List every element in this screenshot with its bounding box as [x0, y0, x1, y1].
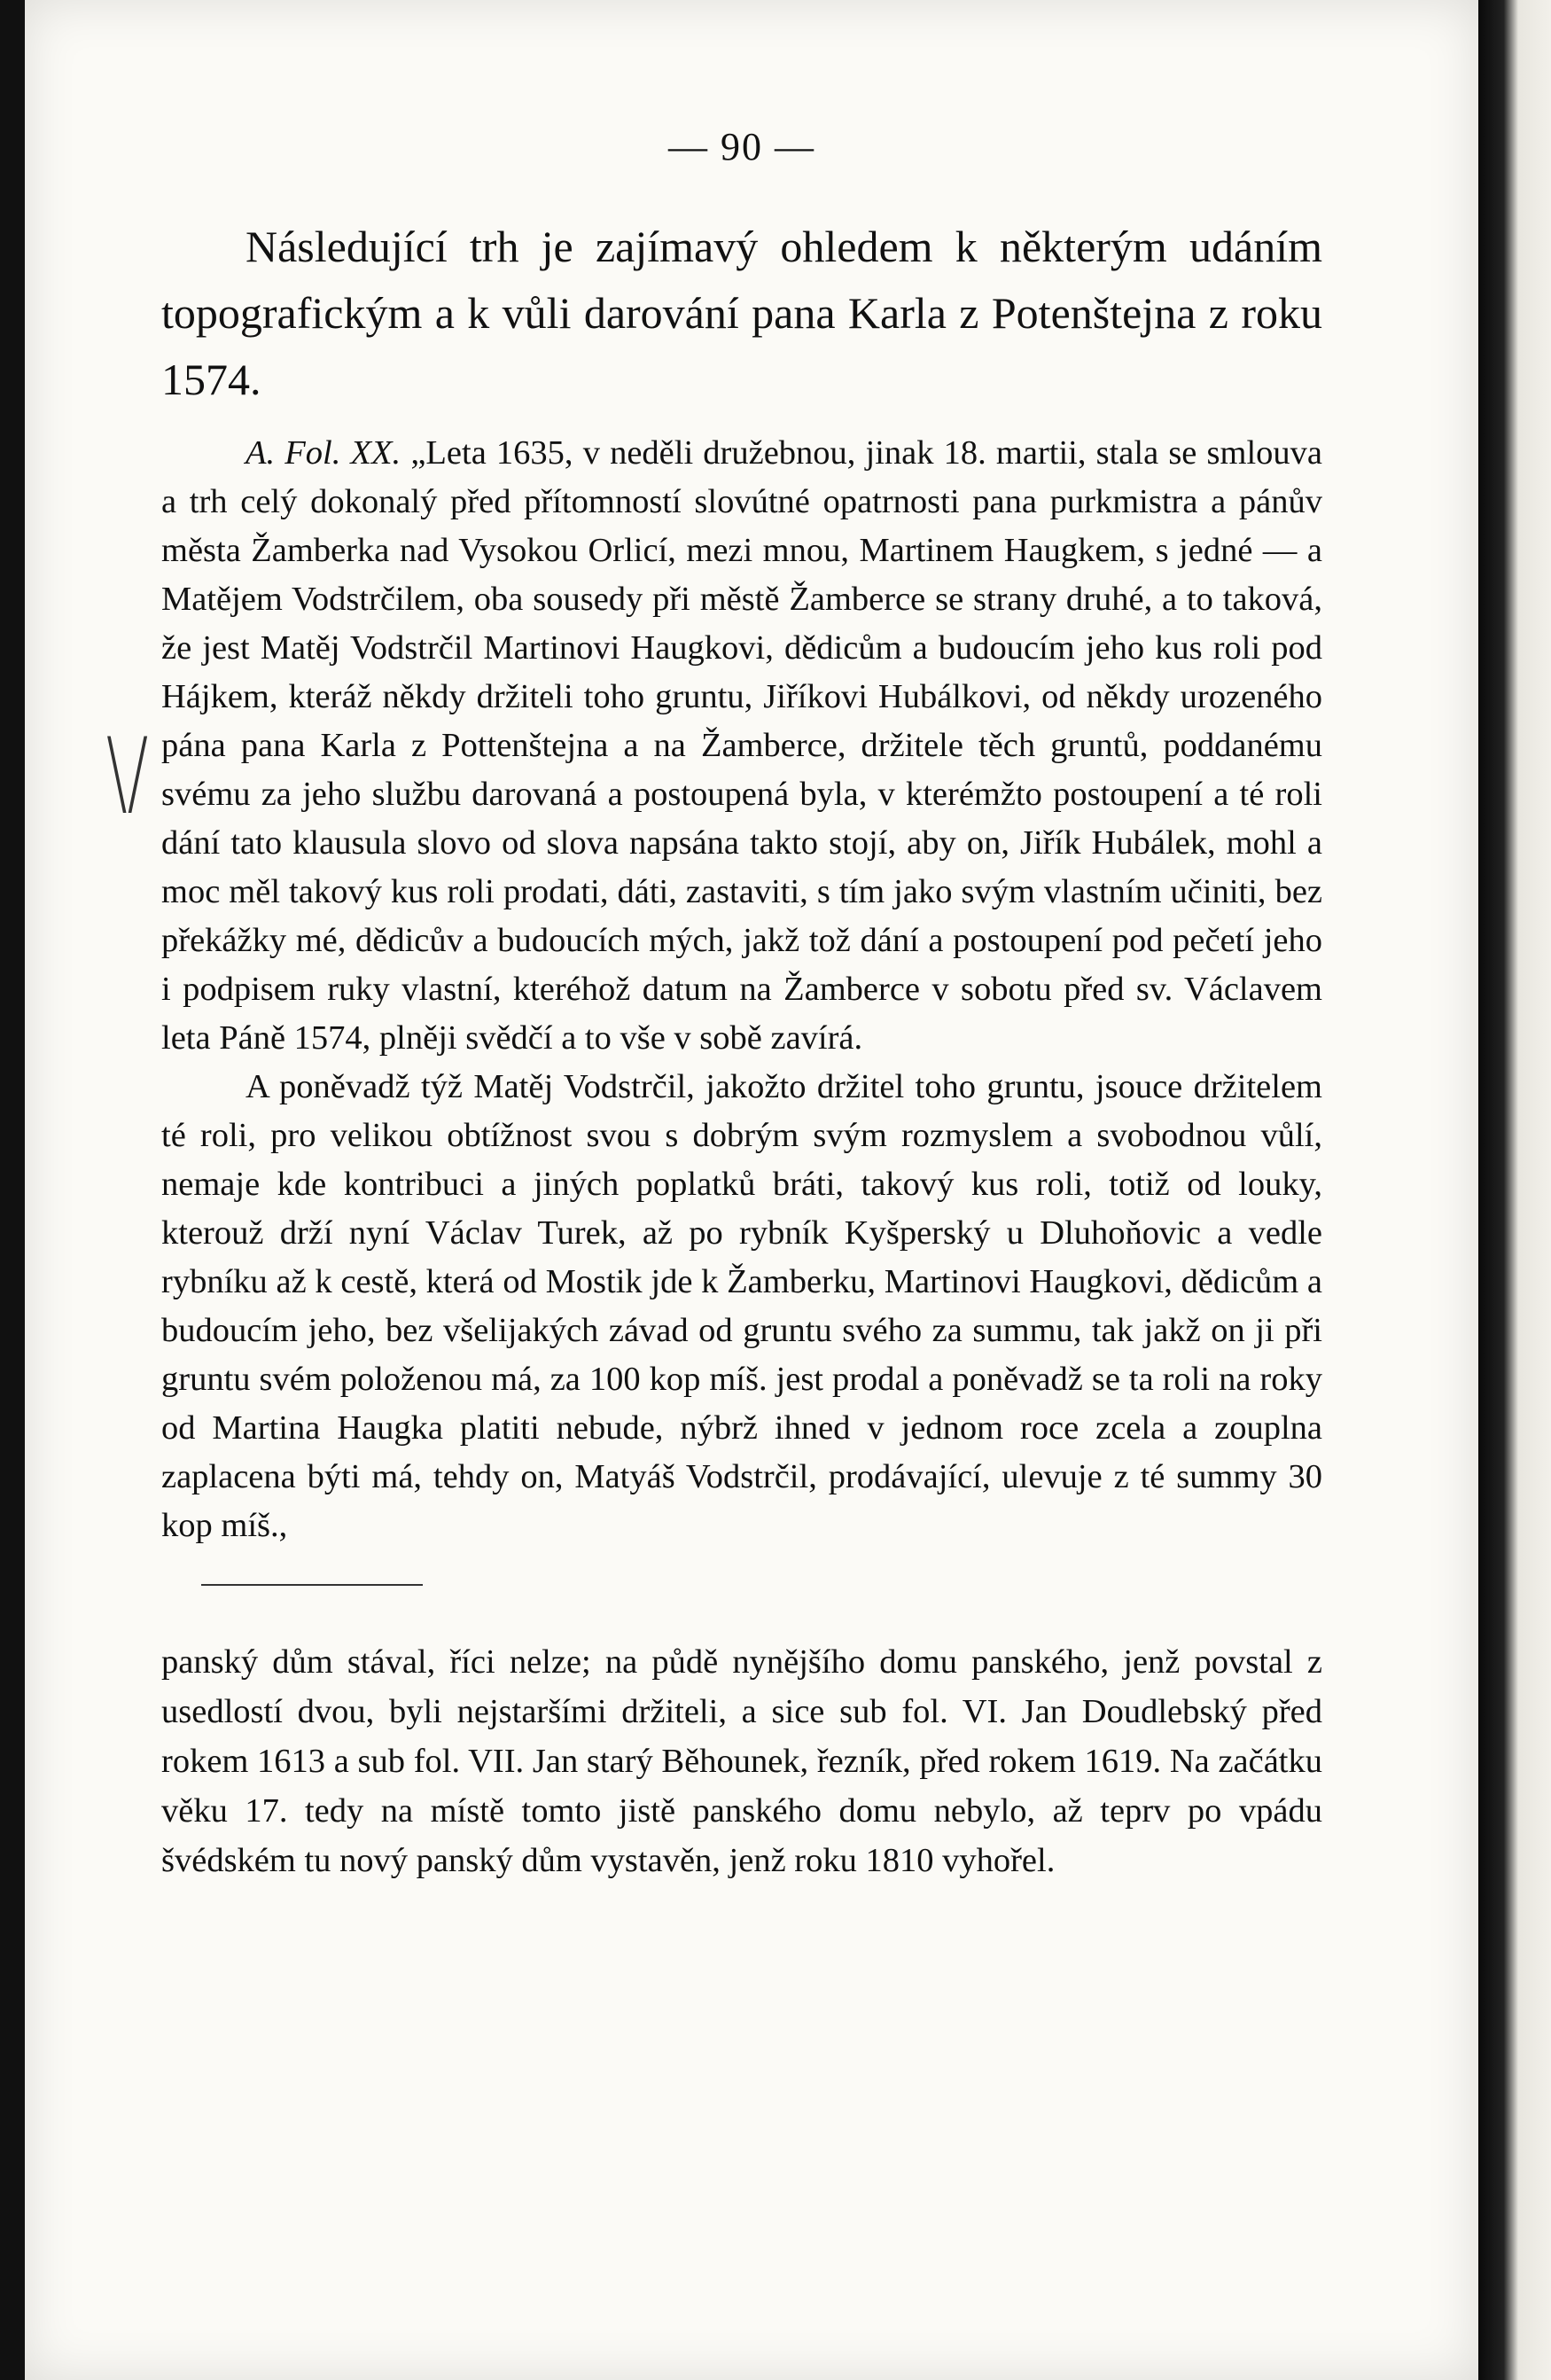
footnote-text: panský dům stával, říci nelze; na půdě nynějšího domu panského, jenž povstal z usedlostí dvou, byli nejstaršími držiteli, a sice sub fol. VI. Jan Doudlebský před rokem 1613 a sub fol. VII. Jan starý Běhounek, řezník, před rokem 1619. Na začátku věku 17. tedy na místě tomto jistě panského domu nebylo, až teprv po vpádu švédském tu nový panský dům vystavěn, jenž roku 1810 vyhořel.	[161, 1643, 1322, 1879]
intro-paragraph: Následující trh je zajímavý ohledem k některým udáním topografickým a k vůli darování pana Karla z Potenštejna z roku 1574.	[161, 222, 1322, 404]
paragraph-document-quote	[161, 429, 1322, 1063]
page-content	[161, 106, 1322, 1885]
paragraph-1-text: „Leta 1635, v neděli družebnou, jinak 18. martii, stala se smlouva a trh celý dokonalý před přítomností slovútné opatrnosti pana purkmistra a pánův města Žamberka nad Vysokou Orlicí, mezi mnou, Martinem Haugkem, s jedné — a Matějem Vodstrčilem, oba sousedy při městě Žamberce se strany druhé, a to taková, že jest Matěj Vodstrčil Martinovi Haugkovi, dědicům a budoucím jeho kus roli pod Hájkem, kteráž někdy držiteli toho gruntu, Jiříkovi Hubálkovi, od někdy urozeného pána pana Karla z Pottenštejna a na Žamberce, držitele těch gruntů, poddanému svému za jeho službu darovaná a postoupená byla, v kterémžto postoupení a té roli dání tato klausula slovo od slova napsána takto stojí, aby on, Jiřík Hubálek, mohl a moc měl takový kus roli prodati, dáti, zastaviti, s tím jako svým vlastním učiniti, bez překážky mé, dědicův a budoucích mých, jakž tož dání a postoupení pod pečetí jeho i podpisem ruky vlastní, kteréhož datum na Žamberce v sobotu před sv. Václavem leta Páně 1574, plněji svědčí a to vše v sobě zavírá.	[161, 434, 1322, 1057]
paragraph-2: A poněvadž týž Matěj Vodstrčil, jakožto držitel toho gruntu, jsouce držitelem té roli, pro velikou obtížnost svou s dobrým svým rozmyslem a svobodnou vůlí, nemaje kde kontribuci a jiných poplatků bráti, takový kus roli, totiž od louky, kterouž drží nyní Václav Turek, až po rybník Kyšperský u Dluhoňovic a vedle rybníku až k cestě, která od Mostik jde k Žamberku, Martinovi Haugkovi, dědicům a budoucím jeho, bez všelijakých závad od gruntu svého za summu, tak jakž on ji při gruntu svém položenou má, za 100 kop míš. jest prodal a poněvadž se ta roli na roky od Martina Haugka platiti nebude, nýbrž ihned v jednom roce zcela a zouplna zaplacena býti má, tehdy on, Matyáš Vodstrčil, prodávající, ulevuje z té summy 30 kop míš.,	[161, 1068, 1322, 1544]
margin-check-mark: \/	[106, 717, 149, 827]
footnote-divider	[201, 1584, 423, 1586]
adjacent-page-edge	[1478, 0, 1551, 2380]
folio-reference: A. Fol. XX.	[246, 434, 401, 472]
page-number: — 90 —	[668, 125, 815, 168]
